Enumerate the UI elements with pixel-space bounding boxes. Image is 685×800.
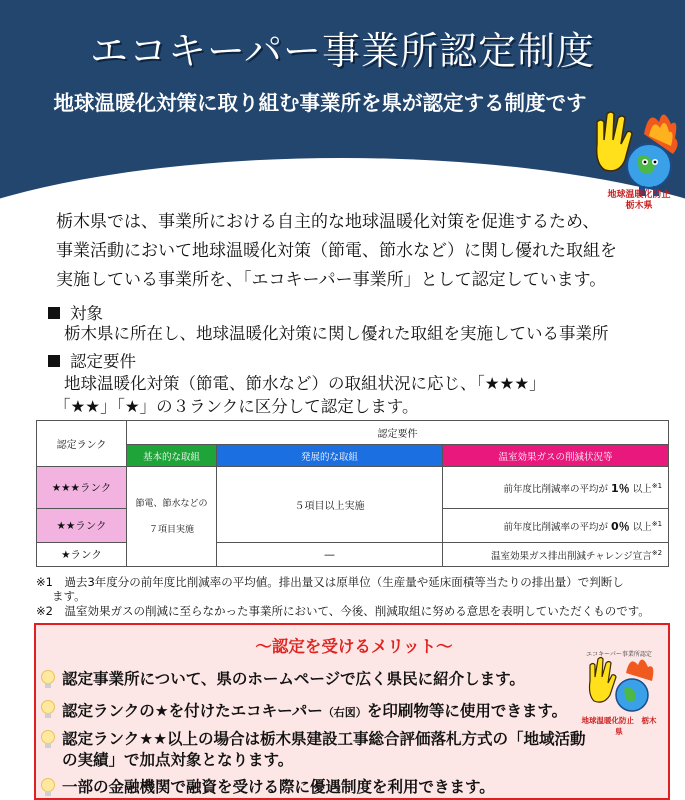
target-heading (48, 300, 103, 324)
footnote-1-line2: ます。 (52, 589, 86, 603)
development-rank1: — (217, 543, 443, 567)
merit-item-3 (62, 729, 585, 771)
ghg3-value: 1％ (611, 481, 630, 495)
requirements-heading-text: 認定要件 (70, 352, 136, 371)
ghg3-prefix: 前年度比削減率の平均が (503, 483, 608, 495)
merit-item-2b: （右図） (322, 706, 367, 719)
basic-cell (127, 467, 217, 567)
target-heading-text: 対象 (70, 304, 103, 323)
merit-item-1: 認定事業所について、県のホームページで広く県民に紹介します。 (62, 670, 525, 688)
mascot-caption-line1: 地球温暖化防止 (607, 190, 671, 200)
lightbulb-icon (40, 669, 56, 691)
ghg-one-star (443, 543, 669, 567)
ghg3-note: ※1 (651, 481, 663, 490)
merit-box (34, 623, 670, 800)
merit-item-3-line2: の実績」で加点対象となります。 (62, 751, 294, 769)
page-title: エコキーパー事業所認定制度 (89, 29, 596, 73)
merit-item-2 (62, 701, 567, 723)
ghg2-note: ※1 (651, 519, 663, 528)
logo-caption: 地球温暖化防止 栃木県 (581, 716, 657, 736)
ghg2-prefix: 前年度比削減率の平均が (503, 521, 608, 533)
rank-two-star: ★★ランク (37, 509, 127, 543)
merit-item-2c: を印刷物等に使用できます。 (366, 702, 568, 720)
rank-header: 認定ランク (37, 421, 127, 467)
basic-line2: ７項目実施 (148, 524, 194, 535)
lightbulb-icon (40, 699, 56, 721)
development-cell: ５項目以上実施 (217, 467, 443, 543)
rank-three-star: ★★★ランク (37, 467, 127, 509)
requirements-body-line2: 「★★」「★」の３ランクに区分して認定します。 (54, 397, 419, 416)
requirements-heading (48, 348, 136, 372)
basic-line1: 節電、節水などの (135, 498, 208, 509)
lightbulb-icon (40, 729, 56, 751)
intro-paragraph (56, 208, 646, 295)
merit-item-4: 一部の金融機関で融資を受ける際に優遇制度を利用できます。 (62, 778, 495, 796)
square-bullet-icon (48, 355, 60, 367)
intro-line: 栃木県では、事業所における自主的な地球温暖化対策を促進するため、 (56, 212, 600, 232)
footnote-1-line1: ※1 過去3年度分の前年度比削減率の平均値。排出量又は原単位（生産量や延床面積等当たりの排出量）で判断し (36, 575, 624, 589)
certification-table (36, 420, 669, 567)
requirements-body-line1: 地球温暖化対策（節電、節水など）の取組状況に応じ、「★★★」 (64, 374, 546, 393)
mascot-caption-line2: 栃木県 (625, 201, 653, 211)
footnote-1 (36, 575, 624, 603)
ghg2-suffix: 以上 (632, 521, 652, 533)
ghg3-suffix: 以上 (632, 483, 652, 495)
merit-item-3-line1: 認定ランク★★以上の場合は栃木県建設工事総合評価落札方式の「地域活動 (62, 730, 586, 748)
ghg1-note: ※2 (651, 548, 663, 557)
target-body: 栃木県に所在し、地球温暖化対策に関し優れた取組を実施している事業所 (64, 324, 609, 343)
footnote-2: ※2 温室効果ガスの削減に至らなかった事業所において、今後、削減取組に努める意思を表明していただくものです。 (36, 604, 650, 618)
square-bullet-icon (48, 307, 60, 319)
rank-one-star: ★ランク (37, 543, 127, 567)
basic-header: 基本的な取組 (127, 445, 217, 467)
ghg-two-star (443, 509, 669, 543)
ghg2-value: 0％ (611, 519, 630, 533)
ghg-header: 温室効果ガスの削減状況等 (443, 445, 669, 467)
intro-line: 事業活動において地球温暖化対策（節電、節水など）に関し優れた取組を (56, 241, 617, 261)
lightbulb-icon (40, 777, 56, 799)
merit-title: ～認定を受けるメリット～ (255, 637, 453, 656)
ghg1-text: 温室効果ガス排出削減チャレンジ宣言 (490, 550, 652, 562)
merit-item-2a: 認定ランクの★を付けたエコキーパー (62, 702, 323, 720)
development-header: 発展的な取組 (217, 445, 443, 467)
ghg-three-star (443, 467, 669, 509)
logo-caption-top: エコキーパー事業所認定 (586, 651, 652, 658)
page-subtitle: 地球温暖化対策に取り組む事業所を県が認定する制度です (53, 91, 587, 115)
requirements-header: 認定要件 (127, 421, 669, 445)
intro-line: 実施している事業所を、「エコキーパー事業所」として認定しています。 (56, 270, 607, 290)
